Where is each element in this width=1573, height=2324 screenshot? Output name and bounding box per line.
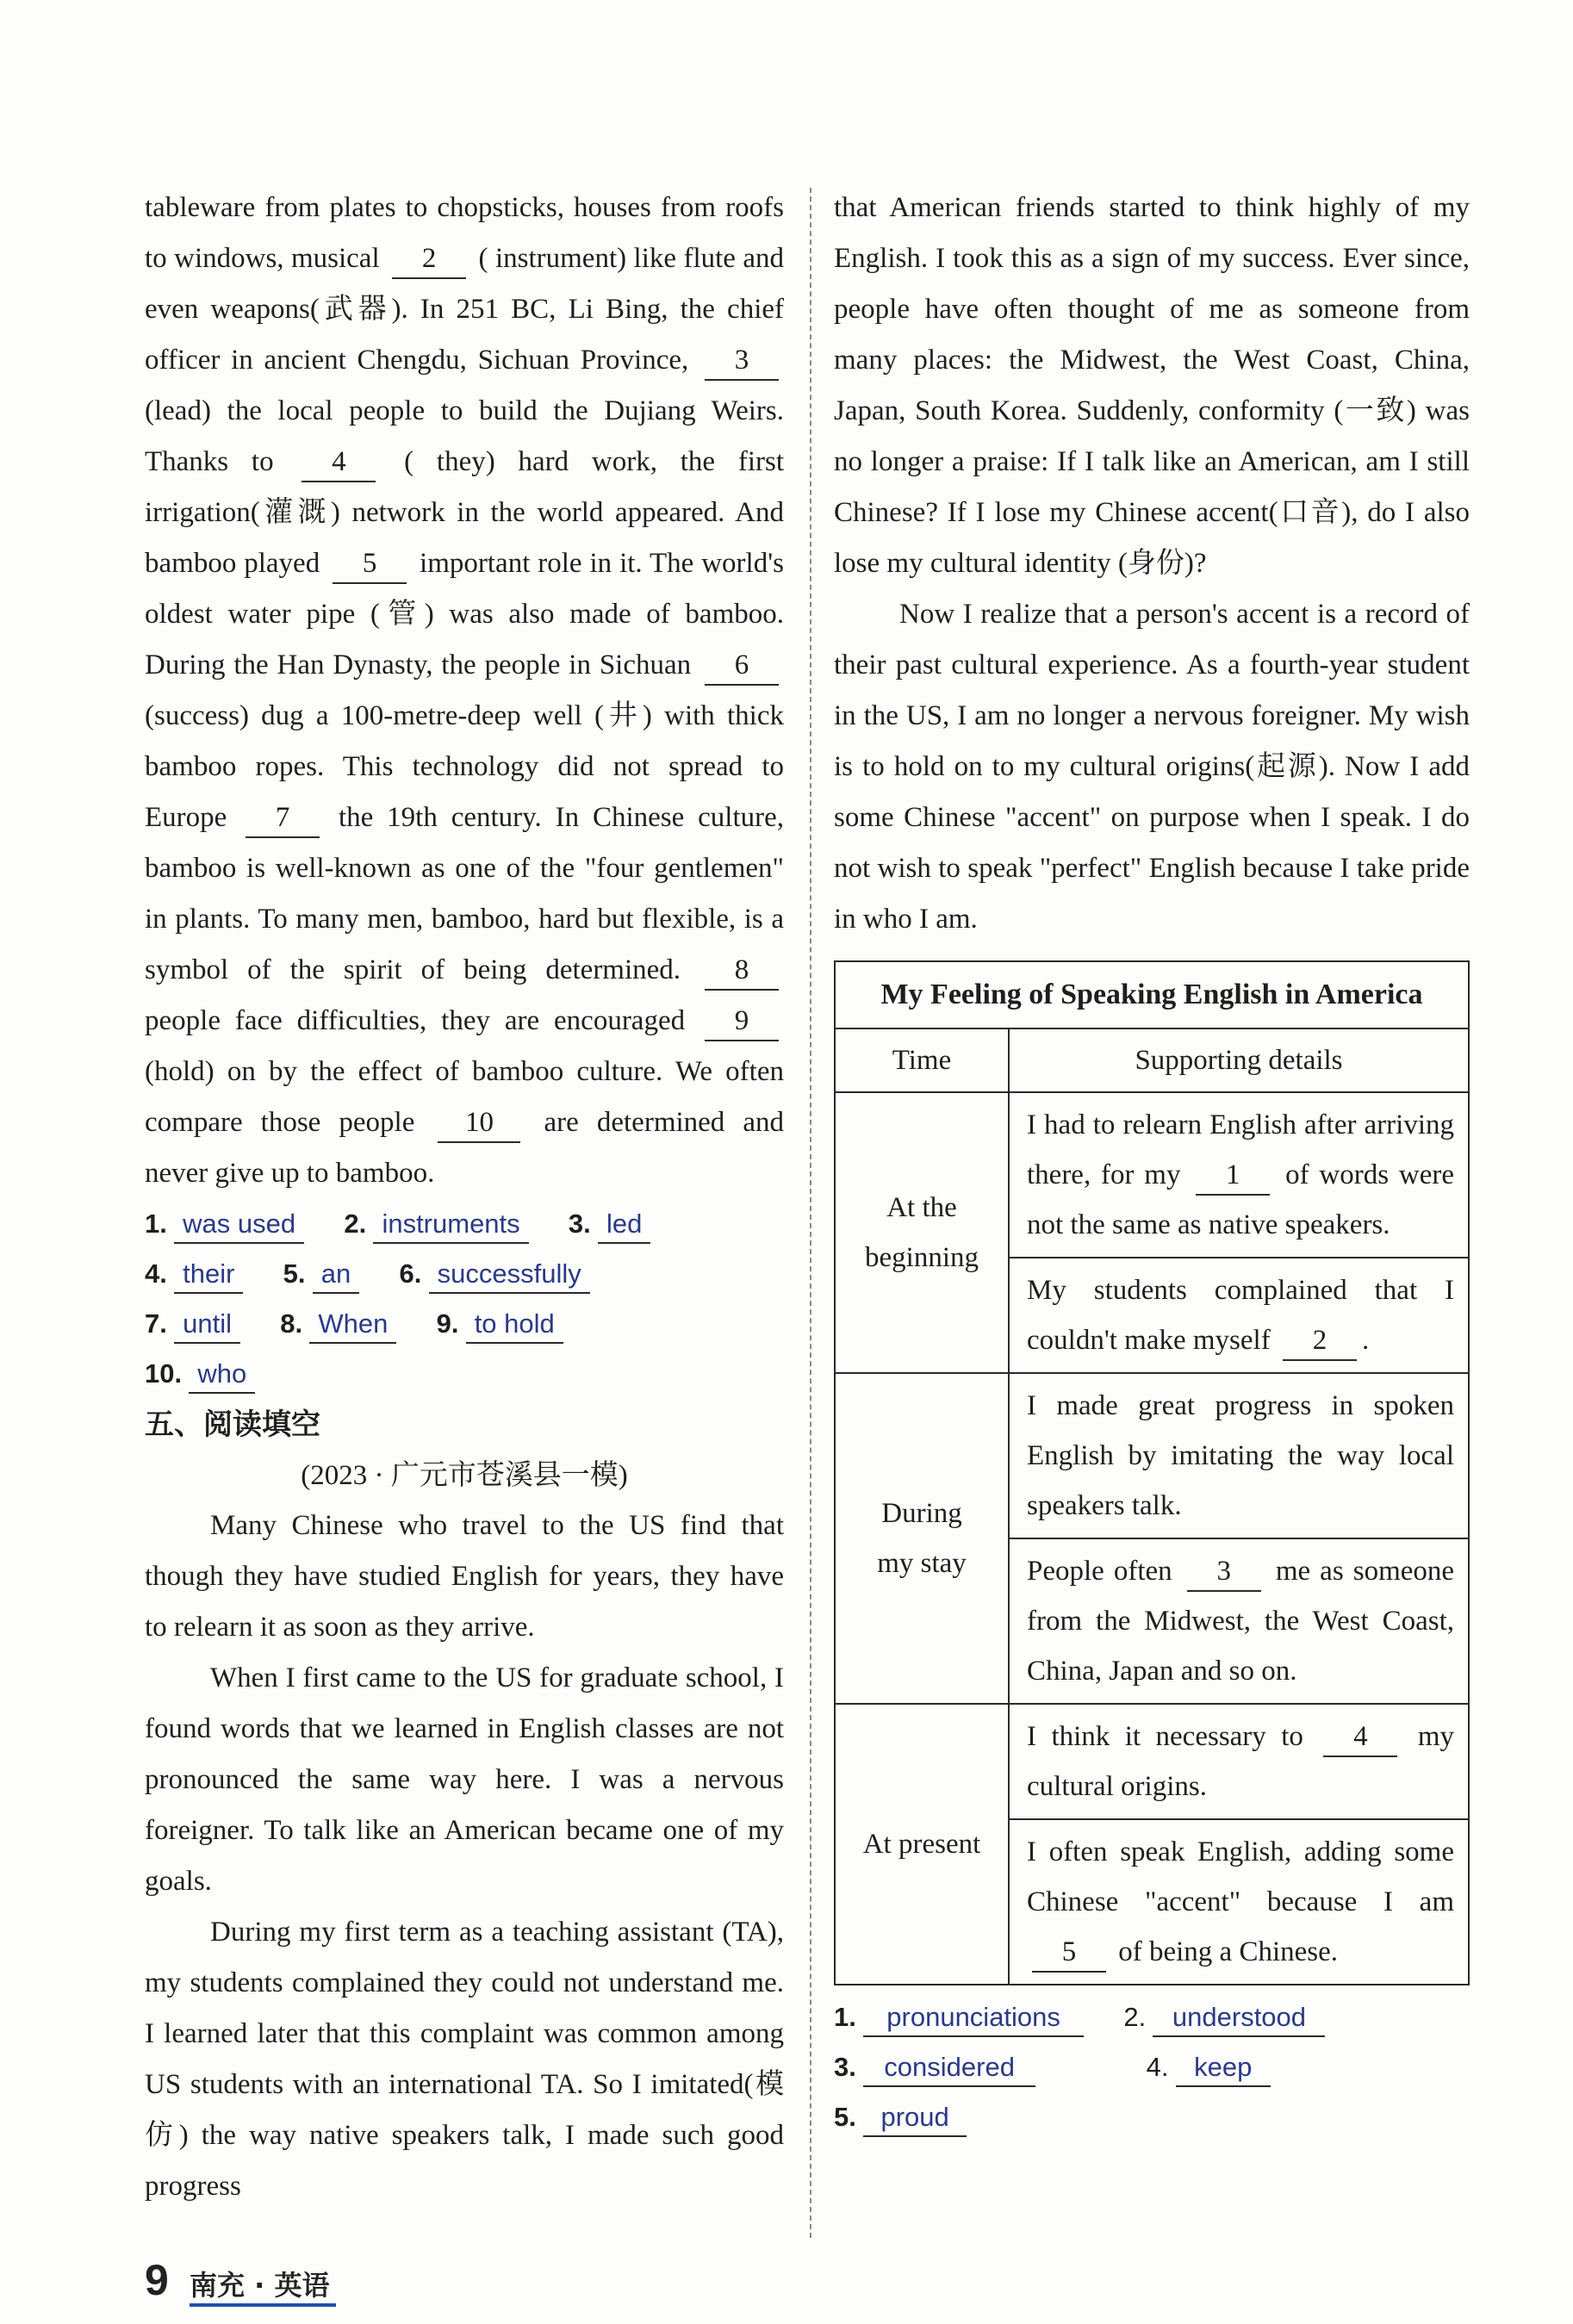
answer-value: instruments [373, 1206, 528, 1244]
right-column [834, 183, 1470, 2142]
detail-text: of words were not the same as native speakers. [1027, 1159, 1454, 1240]
answer-number: 4. [1146, 2052, 1169, 2082]
column-divider [810, 188, 811, 2238]
answer-value: successfully [429, 1256, 590, 1294]
answer-key-1 [145, 1199, 784, 1399]
time-cell: At present [835, 1704, 1009, 1985]
answer-number: 7. [145, 1308, 167, 1339]
answer-number: 2. [344, 1209, 367, 1239]
answer-value: proud [863, 2099, 967, 2137]
answer-number: 1. [834, 2002, 856, 2032]
footer-accent-line [190, 2303, 336, 2307]
answer-number: 9. [436, 1308, 459, 1339]
answer-number: 3. [834, 2052, 856, 2082]
detail-cell [1009, 1538, 1469, 1704]
answer-number: 3. [568, 1209, 591, 1239]
detail-cell [1009, 1819, 1469, 1985]
passage-text: (hold) on by the effect of bamboo culture. We often compare those people [145, 1056, 784, 1138]
reading-paragraph: During my first term as a teaching assistant (TA), my students complained they could not understand me. I learned later that this complaint was common among US students with an international TA. So I imitated(模仿) the way native speakers talk, I made such good progress [145, 1917, 784, 2202]
column-header-details: Supporting details [1009, 1028, 1469, 1092]
detail-text: me as someone from the Midwest, the West Coast, China, Japan and so on. [1027, 1556, 1455, 1687]
answer-row [834, 2092, 1470, 2142]
detail-text: I think it necessary to [1027, 1721, 1303, 1752]
table-blank-1: 1 [1196, 1156, 1270, 1196]
answer-value: their [174, 1256, 243, 1294]
answer-value: was used [174, 1206, 304, 1244]
blank-6: 6 [705, 646, 779, 686]
answer-row [145, 1299, 784, 1349]
answer-value: considered [863, 2049, 1035, 2087]
passage-text: (lead) the local people to build the Dujiang Weirs. Thanks to [145, 395, 784, 477]
blank-4: 4 [302, 443, 376, 482]
time-label: beginning [865, 1242, 979, 1273]
answer-row [834, 1992, 1470, 2042]
reading-paragraph: Many Chinese who travel to the US find that though they have studied English for years, they have to relearn it as soon as they arrive. [145, 1510, 784, 1643]
cloze-passage [145, 183, 784, 1199]
book-title: 南充 · 英语 [190, 2269, 330, 2302]
answer-value: who [189, 1356, 255, 1394]
time-label: During [881, 1498, 962, 1529]
answer-number: 10. [145, 1358, 183, 1389]
reading-paragraph: When I first came to the US for graduate school, I found words that we learned in English classes are not pronounced the same way here. I was a nervous foreigner. To talk like an American became one of my goals. [145, 1662, 784, 1897]
blank-5: 5 [333, 544, 407, 584]
reading-paragraph: Now I realize that a person's accent is a record of their past cultural experience. As a fourth-year student in the US, I am no longer a nervous foreigner. My wish is to hold on to my cultural origins(起源). Now I add some Chinese "accent" on purpose when I speak. I do not wish to speak "perfect" English because I take pride in who I am. [834, 599, 1470, 935]
exam-source: (2023 · 广元市苍溪县一模) [301, 1460, 628, 1491]
answer-value: understood [1153, 1999, 1325, 2037]
table-blank-2: 2 [1283, 1321, 1357, 1361]
blank-9: 9 [705, 1002, 779, 1041]
answer-number: 2. [1123, 2002, 1147, 2032]
table-title: My Feeling of Speaking English in America [835, 961, 1469, 1028]
passage-text: important role in it. The world's oldest water pipe (管) was also made of bamboo. During the Han Dynasty, the people in Sichuan [145, 548, 785, 680]
answer-row [145, 1349, 784, 1399]
table-blank-4: 4 [1323, 1718, 1397, 1757]
passage-text: people face difficulties, they are encouraged [145, 1005, 686, 1036]
passage-text: are determined and never give up to bamboo. [145, 1107, 785, 1189]
detail-text: I had to relearn English after arriving there, for my [1027, 1109, 1454, 1190]
detail-text: People often [1027, 1556, 1172, 1587]
answer-number: 5. [834, 2102, 856, 2132]
time-cell [835, 1092, 1009, 1373]
detail-text: . [1361, 1325, 1370, 1356]
column-header-time: Time [835, 1028, 1009, 1092]
table-blank-3: 3 [1187, 1552, 1261, 1592]
reading-paragraph: that American friends started to think highly of my English. I took this as a sign of my success. Ever since, people have often thought of me as someone from many places: the Midwest, the West Coast, China, Japan, South Korea. Suddenly, conformity (一致) was no longer a praise: If I talk like an American, am I still Chinese? If I lose my Chinese accent(口音), do I also lose my cultural identity (身份)? [834, 192, 1470, 579]
detail-cell: I made great progress in spoken English by imitating the way local speakers talk. [1009, 1373, 1469, 1538]
answer-value: led [598, 1206, 650, 1244]
answer-number: 5. [283, 1258, 306, 1289]
answer-value: an [313, 1256, 359, 1294]
section-title: 五、阅读填空 [145, 1407, 320, 1442]
blank-7: 7 [246, 798, 320, 838]
passage-text: ( they) hard work, the first irrigation(灌溉) network in the world appeared. And bamboo played [145, 446, 784, 579]
answer-number: 1. [145, 1209, 167, 1239]
detail-text: my cultural origins. [1027, 1721, 1455, 1802]
blank-8: 8 [705, 951, 779, 991]
blank-3: 3 [705, 341, 779, 381]
blank-10: 10 [438, 1103, 520, 1143]
answer-row [834, 2042, 1470, 2092]
answer-value: pronunciations [863, 1999, 1084, 2037]
left-column [145, 183, 784, 2212]
answer-number: 4. [145, 1258, 167, 1289]
table-blank-5: 5 [1032, 1933, 1106, 1973]
time-label: At the [886, 1192, 957, 1223]
passage-text: (success) dug a 100-metre-deep well (井) with thick bamboo ropes. This technology did not spread to Europe [145, 700, 784, 833]
answer-number: 6. [399, 1258, 422, 1289]
answer-value: keep [1176, 2049, 1271, 2087]
passage-text: tableware from plates to chopsticks, houses from roofs to windows, musical [145, 192, 784, 274]
detail-text: I often speak English, adding some Chinese "accent" because I am [1027, 1836, 1454, 1917]
answer-key-2 [834, 1992, 1470, 2142]
page-number: 9 [145, 2256, 169, 2304]
detail-cell [1009, 1092, 1469, 1258]
detail-cell [1009, 1704, 1469, 1819]
detail-cell [1009, 1258, 1469, 1373]
answer-value: to hold [466, 1306, 563, 1344]
passage-text: the 19th century. In Chinese culture, bamboo is well-known as one of the "four gentlemen" in plants. To many men, bamboo, hard but flexible, is a symbol of the spirit of being determined. [145, 802, 785, 985]
answer-row [145, 1249, 784, 1299]
answer-value: until [174, 1306, 240, 1344]
blank-2: 2 [392, 239, 466, 279]
detail-text: My students complained that I couldn't make myself [1027, 1275, 1454, 1356]
time-label: my stay [877, 1548, 967, 1579]
answer-value: When [309, 1306, 396, 1344]
summary-table [834, 960, 1470, 1985]
answer-number: 8. [280, 1308, 303, 1339]
detail-text: of being a Chinese. [1118, 1936, 1339, 1967]
answer-row [145, 1199, 784, 1249]
time-cell [835, 1373, 1009, 1704]
passage-text: ( instrument) like flute and even weapons(武器). In 251 BC, Li Bing, the chief officer in ancient Chengdu, Sichuan Province, [145, 243, 785, 376]
